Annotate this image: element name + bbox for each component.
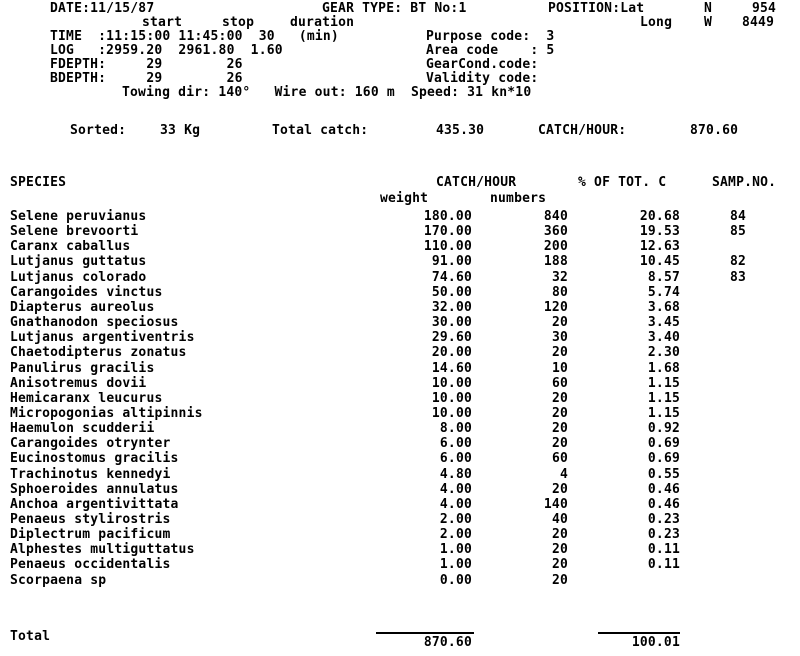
numbers-header: numbers xyxy=(490,191,547,206)
weight-value: 0.00 xyxy=(439,573,472,588)
date-label: DATE:11/15/87 xyxy=(50,1,155,16)
bdepth-row: BDEPTH: 29 26 xyxy=(50,71,243,86)
area-row: Area code : 5 xyxy=(426,43,555,58)
long-hemisphere: W xyxy=(704,15,713,30)
weight-value: 4.80 xyxy=(439,467,472,482)
towing-row: Towing dir: 140° Wire out: 160 m Speed: 31 kn*10 xyxy=(122,85,532,100)
pct-value: 0.11 xyxy=(647,542,680,557)
pct-value: 0.92 xyxy=(647,421,680,436)
numbers-value: 20 xyxy=(551,482,568,497)
samp-value: 85 xyxy=(730,224,747,239)
col-duration: duration xyxy=(290,15,355,30)
numbers-value: 60 xyxy=(551,376,568,391)
total-label: Total xyxy=(10,629,51,644)
numbers-value: 20 xyxy=(551,436,568,451)
purpose-row: Purpose code: 3 xyxy=(426,29,555,44)
pct-value: 10.45 xyxy=(639,254,680,269)
weight-value: 4.00 xyxy=(439,497,472,512)
species-name: Carangoides otrynter xyxy=(10,436,171,451)
numbers-value: 188 xyxy=(543,254,568,269)
catch-hour-header: CATCH/HOUR xyxy=(436,175,517,190)
numbers-value: 840 xyxy=(543,209,568,224)
numbers-value: 20 xyxy=(551,557,568,572)
species-name: Eucinostomus gracilis xyxy=(10,451,179,466)
lat-hemisphere: N xyxy=(704,1,713,16)
col-start: start xyxy=(142,15,183,30)
numbers-value: 140 xyxy=(543,497,568,512)
species-name: Haemulon scudderii xyxy=(10,421,155,436)
numbers-value: 60 xyxy=(551,451,568,466)
weight-value: 2.00 xyxy=(439,512,472,527)
weight-value: 30.00 xyxy=(431,315,472,330)
species-name: Sphoeroides annulatus xyxy=(10,482,179,497)
pct-value: 8.57 xyxy=(647,270,680,285)
pct-value: 5.74 xyxy=(647,285,680,300)
species-name: Anisotremus dovii xyxy=(10,376,147,391)
species-name: Anchoa argentivittata xyxy=(10,497,179,512)
weight-value: 29.60 xyxy=(431,330,472,345)
validity-row: Validity code: xyxy=(426,71,539,86)
samp-value: 82 xyxy=(730,254,747,269)
weight-total-rule xyxy=(376,632,474,634)
numbers-value: 20 xyxy=(551,421,568,436)
col-stop: stop xyxy=(222,15,255,30)
pct-value: 1.15 xyxy=(647,391,680,406)
species-name: Lutjanus argentiventris xyxy=(10,330,195,345)
weight-value: 6.00 xyxy=(439,451,472,466)
weight-value: 170.00 xyxy=(423,224,472,239)
weight-header: weight xyxy=(380,191,429,206)
pct-value: 12.63 xyxy=(639,239,680,254)
numbers-value: 20 xyxy=(551,315,568,330)
gearcond-row: GearCond.code: xyxy=(426,57,539,72)
species-name: Gnathanodon speciosus xyxy=(10,315,179,330)
weight-value: 91.00 xyxy=(431,254,472,269)
pct-value: 1.68 xyxy=(647,361,680,376)
time-row: TIME :11:15:00 11:45:00 30 (min) xyxy=(50,29,339,44)
species-name: Micropogonias altipinnis xyxy=(10,406,203,421)
species-name: Lutjanus guttatus xyxy=(10,254,147,269)
long-label: Long xyxy=(640,15,673,30)
numbers-value: 20 xyxy=(551,542,568,557)
pct-value: 0.46 xyxy=(647,482,680,497)
numbers-value: 32 xyxy=(551,270,568,285)
total-catch-label: Total catch: xyxy=(272,123,369,138)
pct-value: 20.68 xyxy=(639,209,680,224)
pct-value: 0.11 xyxy=(647,557,680,572)
weight-value: 110.00 xyxy=(423,239,472,254)
total-pct: 100.01 xyxy=(631,635,680,650)
position-label: POSITION:Lat xyxy=(548,1,645,16)
numbers-value: 20 xyxy=(551,345,568,360)
pct-value: 2.30 xyxy=(647,345,680,360)
weight-value: 4.00 xyxy=(439,482,472,497)
samp-value: 84 xyxy=(730,209,747,224)
pct-value: 0.69 xyxy=(647,436,680,451)
pct-value: 0.23 xyxy=(647,527,680,542)
weight-value: 2.00 xyxy=(439,527,472,542)
weight-value: 14.60 xyxy=(431,361,472,376)
catch-hour-value: 870.60 xyxy=(690,123,739,138)
weight-value: 6.00 xyxy=(439,436,472,451)
pct-value: 3.45 xyxy=(647,315,680,330)
species-name: Diapterus aureolus xyxy=(10,300,155,315)
total-catch-value: 435.30 xyxy=(436,123,485,138)
pct-value: 1.15 xyxy=(647,406,680,421)
pct-value: 0.23 xyxy=(647,512,680,527)
numbers-value: 120 xyxy=(543,300,568,315)
species-name: Penaeus stylirostris xyxy=(10,512,171,527)
numbers-value: 20 xyxy=(551,391,568,406)
numbers-value: 40 xyxy=(551,512,568,527)
species-name: Alphestes multiguttatus xyxy=(10,542,195,557)
long-value: 8449 xyxy=(742,15,775,30)
pct-value: 19.53 xyxy=(639,224,680,239)
numbers-value: 20 xyxy=(551,573,568,588)
weight-value: 8.00 xyxy=(439,421,472,436)
species-name: Penaeus occidentalis xyxy=(10,557,171,572)
weight-value: 1.00 xyxy=(439,542,472,557)
species-name: Chaetodipterus zonatus xyxy=(10,345,187,360)
weight-value: 1.00 xyxy=(439,557,472,572)
numbers-value: 360 xyxy=(543,224,568,239)
sorted-label: Sorted: xyxy=(70,123,127,138)
weight-value: 10.00 xyxy=(431,406,472,421)
pct-value: 3.68 xyxy=(647,300,680,315)
species-header: SPECIES xyxy=(10,175,67,190)
fdepth-row: FDEPTH: 29 26 xyxy=(50,57,243,72)
total-weight: 870.60 xyxy=(423,635,472,650)
catch-hour-label: CATCH/HOUR: xyxy=(538,123,627,138)
numbers-value: 20 xyxy=(551,527,568,542)
weight-value: 10.00 xyxy=(431,391,472,406)
species-name: Selene brevoorti xyxy=(10,224,139,239)
pct-value: 1.15 xyxy=(647,376,680,391)
numbers-value: 30 xyxy=(551,330,568,345)
species-name: Selene peruvianus xyxy=(10,209,147,224)
lat-value: 954 xyxy=(752,1,777,16)
species-name: Scorpaena sp xyxy=(10,573,107,588)
pct-value: 3.40 xyxy=(647,330,680,345)
numbers-value: 10 xyxy=(551,361,568,376)
weight-value: 74.60 xyxy=(431,270,472,285)
samp-header: SAMP.NO. xyxy=(712,175,777,190)
pct-value: 0.55 xyxy=(647,467,680,482)
gear-type-label: GEAR TYPE: BT No:1 xyxy=(322,1,467,16)
species-name: Diplectrum pacificum xyxy=(10,527,171,542)
species-name: Carangoides vinctus xyxy=(10,285,163,300)
weight-value: 50.00 xyxy=(431,285,472,300)
numbers-value: 80 xyxy=(551,285,568,300)
species-name: Hemicaranx leucurus xyxy=(10,391,163,406)
samp-value: 83 xyxy=(730,270,747,285)
pct-value: 0.46 xyxy=(647,497,680,512)
weight-value: 180.00 xyxy=(423,209,472,224)
numbers-value: 20 xyxy=(551,406,568,421)
weight-value: 10.00 xyxy=(431,376,472,391)
species-name: Trachinotus kennedyi xyxy=(10,467,171,482)
species-name: Panulirus gracilis xyxy=(10,361,155,376)
weight-value: 32.00 xyxy=(431,300,472,315)
pct-total-rule xyxy=(598,632,680,634)
log-row: LOG :2959.20 2961.80 1.60 xyxy=(50,43,283,58)
species-name: Lutjanus colorado xyxy=(10,270,147,285)
weight-value: 20.00 xyxy=(431,345,472,360)
sorted-value: 33 Kg xyxy=(160,123,201,138)
numbers-value: 4 xyxy=(559,467,568,482)
species-name: Caranx caballus xyxy=(10,239,131,254)
pct-header: % OF TOT. C xyxy=(578,175,667,190)
numbers-value: 200 xyxy=(543,239,568,254)
pct-value: 0.69 xyxy=(647,451,680,466)
